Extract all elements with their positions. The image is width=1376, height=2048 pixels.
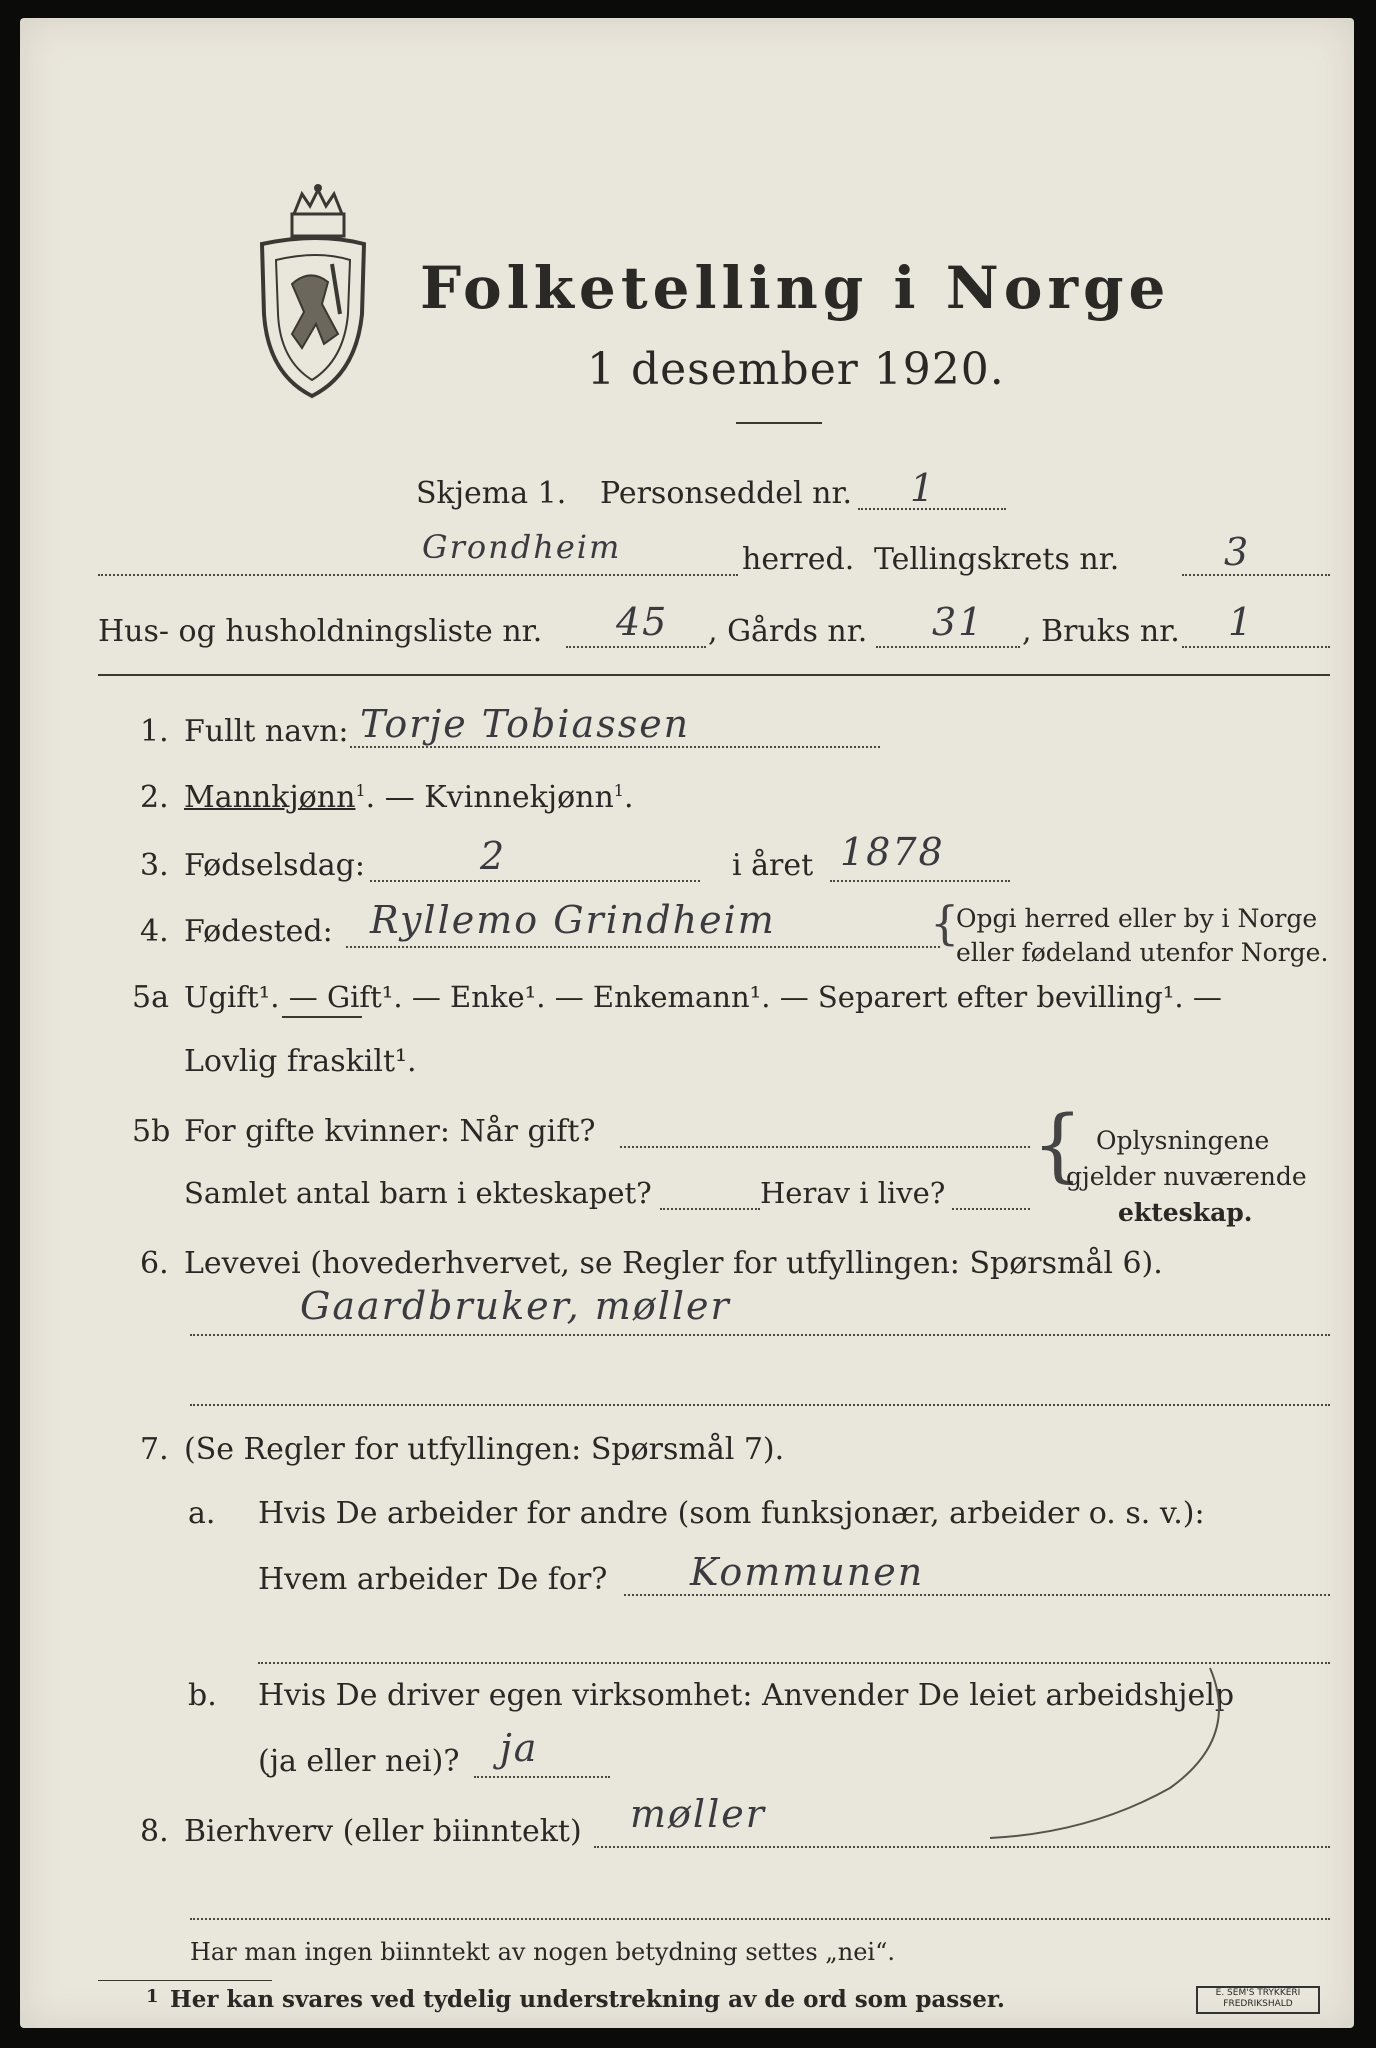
tellingskrets-value: 3	[1224, 530, 1251, 574]
q2-sep: . —	[365, 780, 425, 815]
q2-male-sup: 1	[355, 781, 366, 800]
q5b-brace: {	[1032, 1098, 1083, 1191]
q3-year-value: 1878	[840, 830, 945, 874]
q8-value: møller	[630, 1792, 766, 1836]
census-date: 1 desember 1920.	[587, 344, 1005, 395]
q5a-options-2: Lovlig fraskilt¹.	[184, 1044, 417, 1079]
q5b-note-2: gjelder nuværende	[1066, 1162, 1307, 1191]
q6-number: 6.	[140, 1246, 169, 1281]
q4-line	[346, 946, 940, 948]
q8-line-2	[190, 1918, 1330, 1920]
q4-label: Fødested:	[184, 914, 333, 949]
q6-line-2	[190, 1404, 1330, 1406]
printer-stamp: E. SEM'S TRYKKERI FREDRIKSHALD	[1196, 1986, 1320, 2014]
q8-label: Bierhverv (eller biinntekt)	[184, 1814, 582, 1849]
q7b-label: Hvis De driver egen virksomhet: Anvender De leiet arbeidshjelp	[258, 1678, 1235, 1713]
q6-label: Levevei (hovederhvervet, se Regler for utfyllingen: Spørsmål 6).	[184, 1246, 1163, 1281]
bruks-value: 1	[1228, 600, 1255, 644]
q4-number: 4.	[140, 914, 169, 949]
q6-value: Gaardbruker, møller	[300, 1284, 731, 1328]
footer-note: Har man ingen biinntekt av nogen betydning settes „nei“.	[190, 1938, 895, 1966]
q7-number: 7.	[140, 1432, 169, 1467]
q3-label: Fødselsdag:	[184, 848, 365, 883]
census-form-page	[20, 18, 1354, 2028]
q7-label: (Se Regler for utfyllingen: Spørsmål 7).	[184, 1432, 785, 1467]
q2-end: .	[623, 780, 634, 815]
gards-label: , Gårds nr.	[708, 614, 868, 649]
gards-line	[876, 646, 1020, 648]
q5a-gift-underline	[282, 1016, 362, 1018]
footnote-text: Her kan svares ved tydelig understrekning av de ord som passer.	[170, 1986, 1005, 2013]
q1-value: Torje Tobiassen	[360, 702, 691, 746]
hus-value: 45	[616, 600, 669, 644]
tellingskrets-label: Tellingskrets nr.	[874, 542, 1120, 577]
q3-number: 3.	[140, 848, 169, 883]
q3-day-value: 2	[480, 834, 507, 878]
q7b-number: b.	[188, 1678, 217, 1713]
q5b-married-label: For gifte kvinner: Når gift?	[184, 1114, 596, 1149]
personseddel-value: 1	[910, 466, 937, 510]
herred-label: herred.	[742, 542, 855, 577]
q5b-note-1: Oplysningene	[1096, 1126, 1270, 1155]
q2-female-option: Kvinnekjønn	[424, 780, 614, 815]
q7b-question: (ja eller nei)?	[258, 1744, 460, 1779]
q3-year-line	[830, 880, 1010, 882]
q5b-married-line	[620, 1146, 1030, 1148]
header-separator	[98, 674, 1330, 676]
q5b-alive-line	[952, 1208, 1030, 1210]
q1-number: 1.	[140, 714, 169, 749]
q5a-options: Ugift¹. — Gift¹. — Enke¹. — Enkemann¹. — Separert efter bevilling¹. —	[184, 980, 1222, 1014]
schema-label: Skjema 1.	[416, 476, 567, 511]
gards-value: 31	[932, 600, 985, 644]
footnote-mark: 1	[146, 1986, 159, 2007]
q7a-question: Hvem arbeider De for?	[258, 1562, 608, 1597]
q3-year-label: i året	[732, 848, 814, 883]
herred-line	[98, 574, 738, 576]
q8-number: 8.	[140, 1814, 169, 1849]
bruks-label: , Bruks nr.	[1022, 614, 1180, 649]
q7a-number: a.	[188, 1496, 216, 1531]
q7a-line-1	[624, 1594, 1330, 1596]
tellingskrets-line	[1182, 574, 1330, 576]
q3-day-line	[370, 880, 700, 882]
q7a-value: Kommunen	[690, 1550, 925, 1594]
q2-number: 2.	[140, 780, 169, 815]
footnote-rule	[98, 1980, 272, 1981]
q5b-children-line	[660, 1208, 760, 1210]
q5b-alive-label: Herav i live?	[760, 1176, 946, 1210]
q8-line-1	[594, 1846, 1330, 1848]
q1-label: Fullt navn:	[184, 714, 349, 749]
q5a-number: 5a	[132, 980, 169, 1015]
q4-note-2: eller fødeland utenfor Norge.	[956, 938, 1329, 967]
hus-label: Hus- og husholdningsliste nr.	[98, 614, 543, 649]
pencil-mark	[970, 1658, 1270, 1858]
q7b-value: ja	[500, 1726, 539, 1770]
q4-bracket: {	[930, 896, 960, 950]
title-divider	[736, 422, 822, 424]
personseddel-label: Personseddel nr.	[600, 476, 853, 511]
q7a-label: Hvis De arbeider for andre (som funksjonær, arbeider o. s. v.):	[258, 1496, 1205, 1531]
q2-female-sup: 1	[613, 781, 624, 800]
q7b-line	[474, 1776, 610, 1778]
coat-of-arms-icon	[252, 184, 372, 404]
q5b-number: 5b	[132, 1114, 171, 1149]
q5b-children-label: Samlet antal barn i ekteskapet?	[184, 1176, 652, 1210]
q6-line-1	[190, 1334, 1330, 1336]
q1-line	[350, 746, 880, 748]
q2-male-option: Mannkjønn	[184, 780, 356, 815]
q2-options	[184, 780, 634, 815]
form-title: Folketelling i Norge	[420, 254, 1171, 322]
hus-line	[566, 646, 706, 648]
bruks-line	[1182, 646, 1330, 648]
herred-value: Grondheim	[422, 528, 622, 566]
q4-value: Ryllemo Grindheim	[370, 898, 776, 942]
q5b-note-3: ekteskap.	[1118, 1198, 1253, 1227]
q4-note-1: Opgi herred eller by i Norge	[956, 904, 1318, 933]
